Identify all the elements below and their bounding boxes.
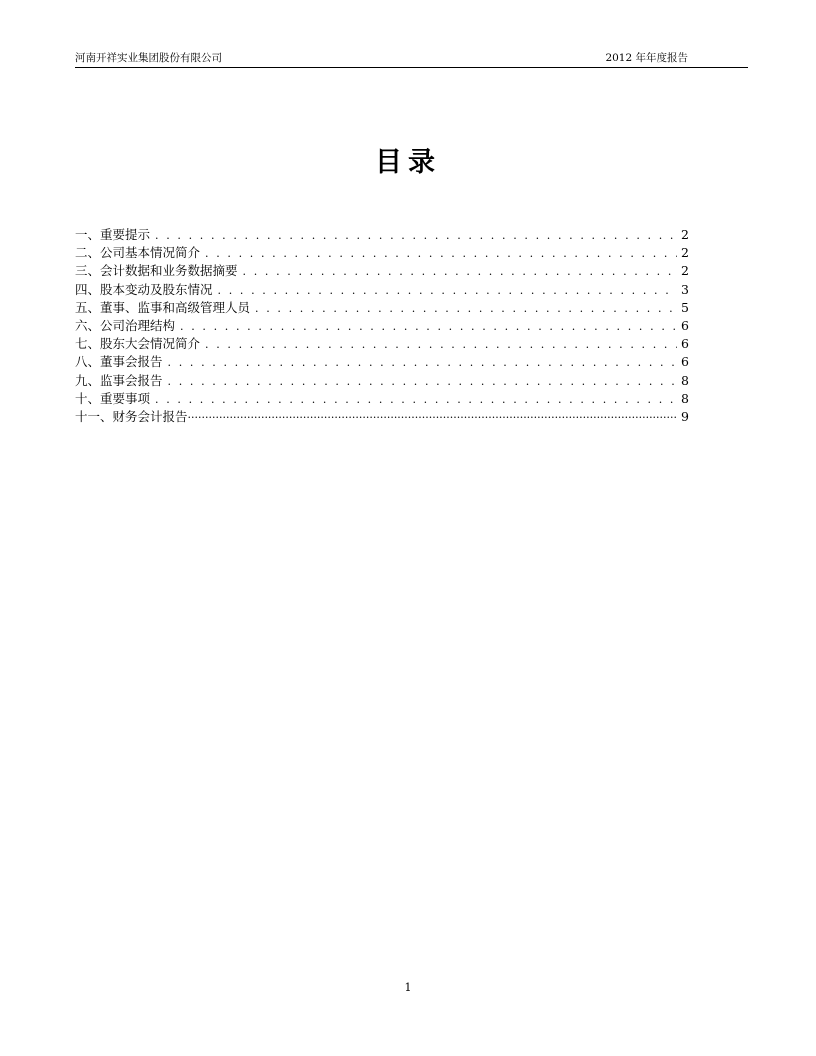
toc-entry-accounting-data[interactable]: [75, 262, 689, 280]
toc-leader-dots: [180, 318, 677, 336]
table-of-contents: [75, 226, 689, 426]
header-report-title: 2012 年年度报告: [605, 52, 688, 64]
toc-entry-label: 八、董事会报告: [75, 354, 163, 370]
toc-entry-label: 十一、财务会计报告: [75, 408, 188, 424]
toc-entry-label: 四、股本变动及股东情况: [75, 281, 213, 297]
page-number: 1: [404, 981, 412, 994]
toc-leader-dots: [168, 373, 677, 391]
toc-entry-label: 六、公司治理结构: [75, 317, 176, 333]
toc-title: 目录: [375, 147, 441, 178]
toc-entry-label: 一、重要提示: [75, 227, 151, 242]
toc-entry-page: 6: [681, 354, 689, 370]
toc-entry-page: 3: [681, 281, 689, 297]
toc-leader-dots: [168, 354, 677, 372]
page-header: [75, 51, 748, 68]
toc-entry-share-changes[interactable]: [75, 281, 689, 299]
toc-leader-dots: [155, 227, 677, 245]
toc-leader-dots: [255, 300, 677, 318]
toc-entry-label: 七、股东大会情况简介: [75, 336, 201, 352]
toc-entry-label: 十、重要事项: [75, 390, 151, 406]
toc-entry-corporate-governance[interactable]: [75, 317, 689, 335]
toc-entry-page: 8: [681, 390, 689, 406]
toc-entry-page: 2: [681, 227, 689, 242]
toc-entry-supervisory-report[interactable]: [75, 372, 689, 390]
toc-entry-page: 2: [681, 245, 689, 261]
toc-entry-label: 五、董事、监事和高级管理人员: [75, 299, 251, 315]
toc-leader-dots: [155, 391, 677, 409]
toc-entry-label: 二、公司基本情况简介: [75, 245, 201, 261]
toc-entry-page: 2: [681, 263, 689, 279]
toc-leader-dots: [205, 336, 677, 354]
toc-entry-company-profile[interactable]: [75, 244, 689, 262]
toc-entry-significant-matters[interactable]: [75, 390, 689, 408]
toc-entry-page: 9: [681, 408, 689, 424]
header-company-name: 河南开祥实业集团股份有限公司: [75, 52, 222, 64]
toc-entry-important-notes[interactable]: [75, 226, 689, 244]
toc-leader-dots: [188, 409, 677, 427]
toc-entry-page: 6: [681, 336, 689, 352]
toc-entry-financial-report[interactable]: [75, 408, 689, 426]
toc-entry-directors-supervisors[interactable]: [75, 299, 689, 317]
toc-leader-dots: [205, 245, 677, 263]
toc-entry-label: 三、会计数据和业务数据摘要: [75, 263, 238, 279]
toc-entry-label: 九、监事会报告: [75, 372, 163, 388]
toc-entry-page: 8: [681, 372, 689, 388]
toc-entry-board-report[interactable]: [75, 353, 689, 371]
toc-entry-shareholders-meeting[interactable]: [75, 335, 689, 353]
toc-leader-dots: [243, 263, 677, 281]
toc-entry-page: 5: [681, 299, 689, 315]
toc-entry-page: 6: [681, 317, 689, 333]
toc-leader-dots: [218, 282, 677, 300]
